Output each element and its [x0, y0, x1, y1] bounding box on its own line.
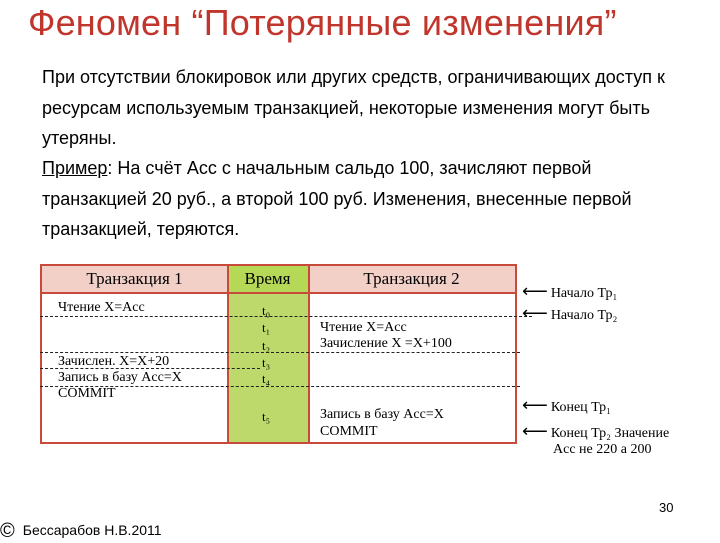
- example-paragraph: [42, 153, 682, 245]
- intro-paragraph: При отсутствии блокировок или других средств, ограничивающих доступ к ресурсам используемым транзакцией, некоторые изменения могут быть утеряны.: [42, 67, 665, 148]
- arrow-left-icon: ⟵: [522, 281, 548, 301]
- t1-credit: Зачислен. X=X+20: [58, 354, 170, 369]
- table-header: [42, 266, 515, 294]
- transactions-table: [40, 264, 517, 444]
- page-number: 30: [659, 500, 674, 515]
- t2-read: Чтение X=Acc: [320, 320, 407, 335]
- example-label: Пример: [42, 158, 108, 178]
- arrow-left-icon: ⟵: [522, 303, 548, 323]
- slide-title: Феномен “Потерянные изменения”: [28, 2, 617, 43]
- annotation-start-tr2: ⟵ Начало Тр₂: [522, 303, 618, 323]
- time-t2: t₂: [262, 338, 271, 353]
- time-t1: t₁: [262, 320, 271, 335]
- time-t5: t₅: [262, 409, 271, 424]
- column-divider: [308, 266, 310, 442]
- t1-write: Запись в базу Acc=X: [58, 370, 182, 385]
- annotation-start-tr1: ⟵ Начало Тр₁: [522, 281, 618, 301]
- time-t0: t₀: [262, 303, 271, 318]
- copyright-icon: ©: [0, 520, 15, 542]
- dashed-line-t2: [40, 352, 520, 353]
- t2-commit: COMMIT: [320, 424, 378, 439]
- dashed-line-t4: [40, 386, 520, 387]
- arrow-left-icon: ⟵: [522, 395, 548, 415]
- dashed-line-t3: [40, 368, 260, 369]
- header-time: Время: [227, 266, 308, 292]
- annotation-end-tr2: ⟵ Конец Тр₂ Значение: [522, 421, 670, 441]
- time-t4: t₄: [262, 371, 271, 386]
- annotation-acc-value: Acc не 220 а 200: [553, 442, 652, 457]
- header-transaction-2: Трaнзакция 2: [308, 266, 515, 292]
- example-text: : На счёт Acc с начальным сальдо 100, зачисляют первой транзакцией 20 руб., а второй 100 руб. Изменения, внесенные первой транзакцией, теряются.: [42, 158, 632, 239]
- header-transaction-1: Трaнзакция 1: [42, 266, 227, 292]
- t2-write: Запись в базу Acc=X: [320, 407, 444, 422]
- t1-read: Чтение X=Acc: [58, 300, 145, 315]
- annotation-end-tr1: ⟵ Конец Тр₁: [522, 395, 612, 415]
- t1-commit: COMMIT: [58, 386, 116, 401]
- dashed-line-t0: [40, 316, 532, 317]
- footer-author: Бессарабов Н.В.2011: [22, 522, 162, 538]
- t2-credit: Зачисление X =X+100: [320, 336, 452, 351]
- time-t3: t₃: [262, 355, 271, 370]
- arrow-left-icon: ⟵: [522, 421, 548, 441]
- column-divider: [227, 266, 229, 442]
